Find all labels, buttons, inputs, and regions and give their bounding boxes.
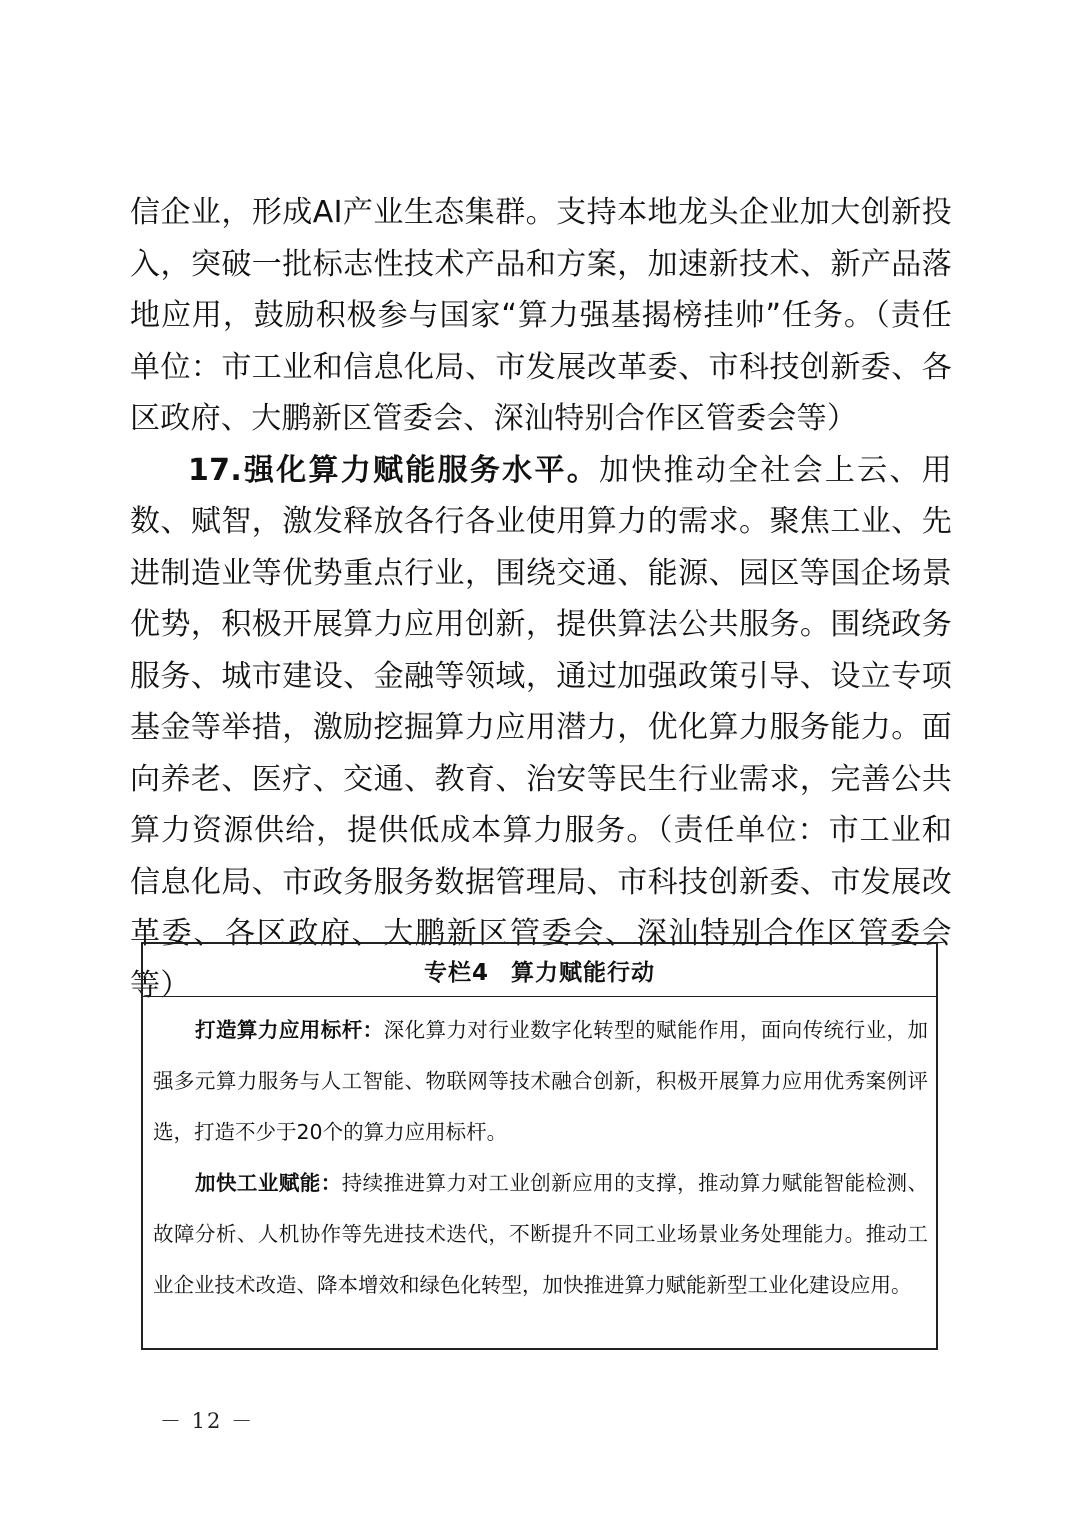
paragraph-section-17 — [130, 445, 952, 1012]
section-17-text: 加快推动全社会上云、用数、赋智，激发释放各行各业使用算力的需求。聚焦工业、先进制造业等优势重点行业，围绕交通、能源、园区等国企场景优势，积极开展算力应用创新，提供算法公共服务。围绕政务服务、城市建设、金融等领域，通过加强政策引导、设立专项基金等举措，激励挖掘算力应用潜力，优化算力服务能力。面向养老、医疗、交通、教育、治安等民生行业需求，完善公共算力资源供给，提供低成本算力服务。（责任单位：市工业和信息化局、市政务服务数据管理局、市科技创新委、市发展改革委、各区政府、大鹏新区管委会、深汕特别合作区管委会等） — [130, 452, 952, 1003]
column-box-title-text: 算力赋能行动 — [511, 959, 655, 986]
column-box-item — [153, 1005, 928, 1158]
body-text — [130, 187, 952, 1011]
page-number: － 12 － — [160, 1409, 255, 1433]
paragraph-continuation — [130, 187, 952, 445]
column-box-body — [143, 997, 936, 1311]
column-box-item — [153, 1158, 928, 1311]
column-box-item-text: 深化算力对行业数字化转型的赋能作用，面向传统行业，加强多元算力服务与人工智能、物联网等技术融合创新，积极开展算力应用优秀案例评选，打造不少于20个的算力应用标杆。 — [153, 1018, 929, 1144]
column-box-item-heading: 打造算力应用标杆： — [195, 1018, 384, 1042]
column-box — [141, 942, 938, 1350]
column-box-item-text: 持续推进算力对工业创新应用的支撑，推动算力赋能智能检测、故障分析、人机协作等先进技术迭代，不断提升不同工业场景业务处理能力。推动工业企业技术改造、降本增效和绿色化转型，加快推进算力赋能新型工业化建设应用。 — [153, 1171, 929, 1297]
column-box-title — [143, 944, 936, 997]
paragraph-continuation-text: 信企业，形成AI产业生态集群。支持本地龙头企业加大创新投入，突破一批标志性技术产品和方案，加速新技术、新产品落地应用，鼓励积极参与国家“算力强基揭榜挂帅”任务。（责任单位：市工业和信息化局、市发展改革委、市科技创新委、各区政府、大鹏新区管委会、深汕特别合作区管委会等） — [130, 195, 952, 436]
column-box-title-prefix: 专栏4 — [423, 959, 489, 986]
column-box-item-heading: 加快工业赋能： — [195, 1171, 342, 1195]
section-17-heading: 17.强化算力赋能服务水平。 — [188, 452, 599, 488]
